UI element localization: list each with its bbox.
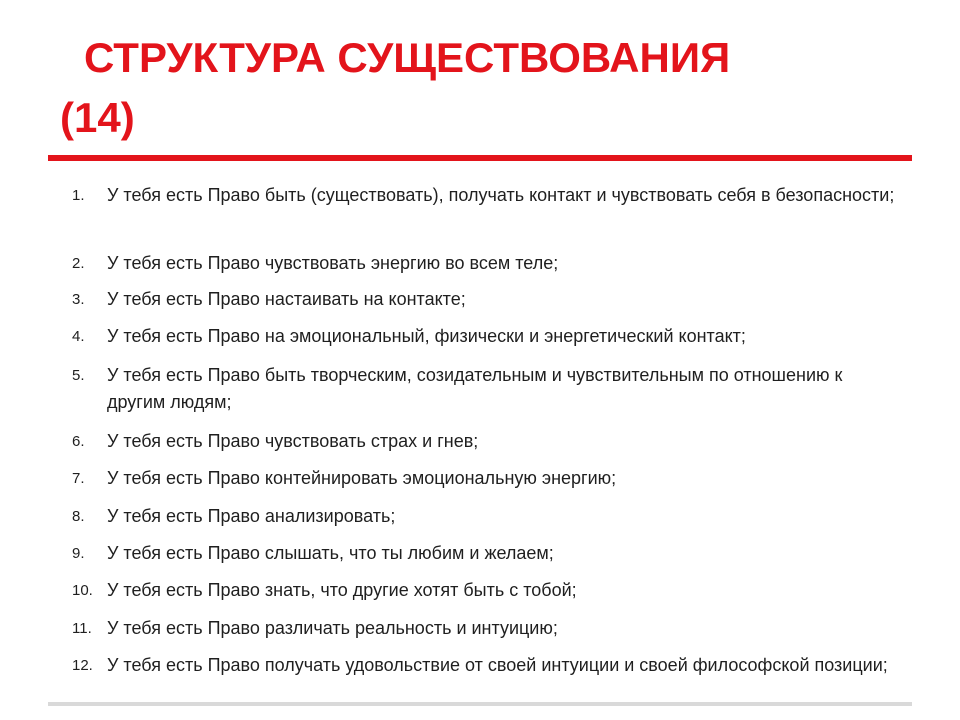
list-item-number: 2. xyxy=(72,255,85,272)
list-item-number: 4. xyxy=(72,328,85,345)
list-item-text: У тебя есть Право контейнировать эмоциональную энергию; xyxy=(107,468,617,488)
list-item-number: 12. xyxy=(72,657,93,674)
list-item-number: 10. xyxy=(72,582,93,599)
slide-title-line-2: (14) xyxy=(60,94,135,141)
list-item-text: У тебя есть Право слышать, что ты любим и желаем; xyxy=(107,543,554,563)
list-item xyxy=(72,503,902,530)
list-item-text: У тебя есть Право анализировать; xyxy=(107,506,396,526)
list-item-number: 3. xyxy=(72,291,85,308)
list-item xyxy=(72,323,902,350)
list-item xyxy=(72,286,902,313)
list-item-text: У тебя есть Право быть творческим, созидательным и чувствительным по отношению к другим людям; xyxy=(107,365,843,412)
list-item-text: У тебя есть Право на эмоциональный, физически и энергетический контакт; xyxy=(107,326,746,346)
list-item-text: У тебя есть Право чувствовать энергию во всем теле; xyxy=(107,253,559,273)
list-item-text: У тебя есть Право знать, что другие хотят быть с тобой; xyxy=(107,580,577,600)
list-item-number: 5. xyxy=(72,367,85,384)
list-item xyxy=(72,362,902,416)
list-item xyxy=(72,540,902,567)
list-item-number: 7. xyxy=(72,470,85,487)
list-item xyxy=(72,250,902,277)
list-item-number: 1. xyxy=(72,187,85,204)
list-item xyxy=(72,652,902,679)
list-item-number: 8. xyxy=(72,508,85,525)
slide-title-line-1: СТРУКТУРА СУЩЕСТВОВАНИЯ xyxy=(84,34,731,81)
list-item xyxy=(72,465,902,492)
list-item-text: У тебя есть Право получать удовольствие от своей интуиции и своей философской позиции; xyxy=(107,655,888,675)
list-item xyxy=(72,428,902,455)
list-item-text: У тебя есть Право различать реальность и интуицию; xyxy=(107,618,558,638)
list-item xyxy=(72,182,902,209)
list-item xyxy=(72,577,902,604)
footer-divider xyxy=(48,702,912,706)
list-item-text: У тебя есть Право чувствовать страх и гнев; xyxy=(107,431,479,451)
list-item-number: 11. xyxy=(72,620,92,637)
list-item-text: У тебя есть Право быть (существовать), получать контакт и чувствовать себя в безопасности; xyxy=(107,185,895,205)
list-item-number: 6. xyxy=(72,433,85,450)
list-item xyxy=(72,615,902,642)
list-item-number: 9. xyxy=(72,545,85,562)
list-item-text: У тебя есть Право настаивать на контакте; xyxy=(107,289,466,309)
